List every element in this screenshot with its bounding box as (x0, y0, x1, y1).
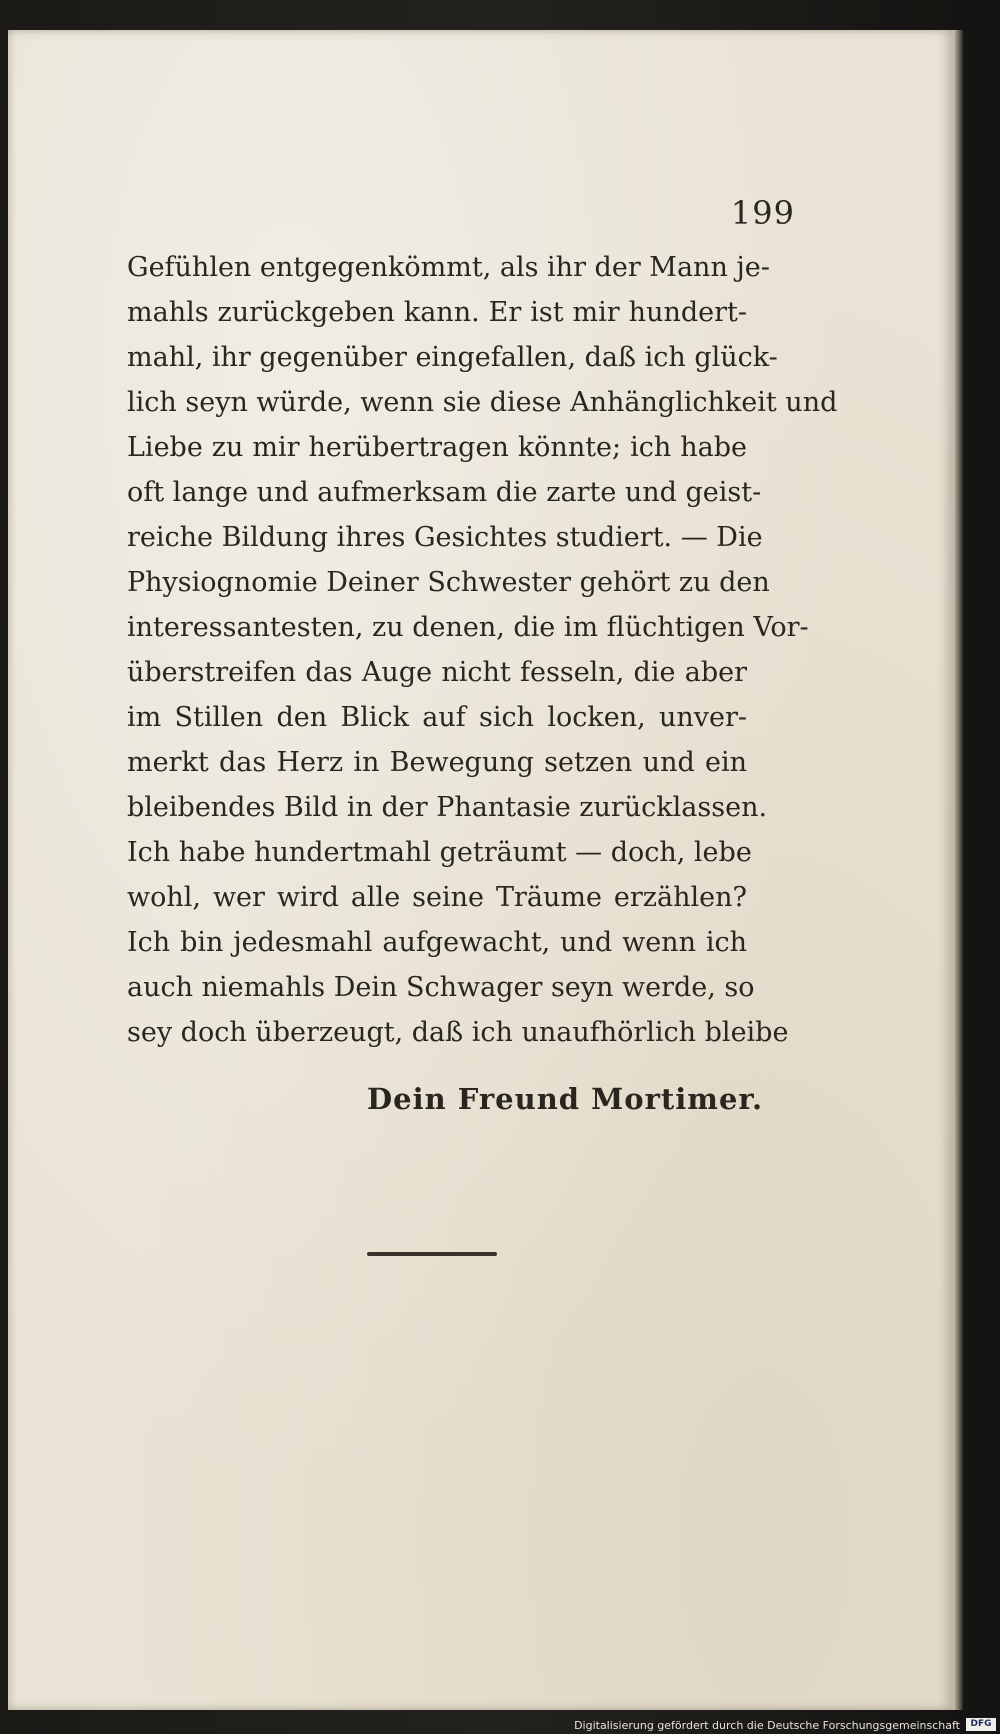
text-line: sey doch überzeugt, daß ich unaufhörlich bleibe (127, 1017, 789, 1048)
text-line: bleibendes Bild in der Phantasie zurücklassen. (127, 792, 768, 823)
body-text (127, 245, 838, 1055)
text-line: oft lange und aufmerksam die zarte und geist- (127, 477, 762, 508)
signature: Dein Freund Mortimer. (367, 1082, 764, 1116)
digitization-credit: Digitalisierung gefördert durch die Deutsche Forschungsgemeinschaft (574, 1719, 960, 1732)
text-line: überstreifen das Auge nicht fesseln, die aber (127, 657, 747, 688)
text-line: mahls zurückgeben kann. Er ist mir hundert- (127, 297, 747, 328)
text-line: auch niemahls Dein Schwager seyn werde, so (127, 972, 755, 1003)
text-line: interessantesten, zu denen, die im flüchtigen Vor- (127, 612, 809, 643)
text-line: Ich habe hundertmahl geträumt — doch, lebe (127, 837, 752, 868)
text-line: Physiognomie Deiner Schwester gehört zu den (127, 567, 770, 598)
text-line: merkt das Herz in Bewegung setzen und ein (127, 747, 747, 778)
text-line: wohl, wer wird alle seine Träume erzählen? (127, 882, 747, 913)
text-line: Gefühlen entgegenkömmt, als ihr der Mann je- (127, 252, 770, 283)
text-line: Ich bin jedesmahl aufgewacht, und wenn ich (127, 927, 747, 958)
text-line: Liebe zu mir herübertragen könnte; ich habe (127, 432, 747, 463)
page-number: 199 (730, 194, 795, 232)
text-line: lich seyn würde, wenn sie diese Anhänglichkeit und (127, 387, 838, 418)
text-line: reiche Bildung ihres Gesichtes studiert. — Die (127, 522, 763, 553)
page-edge (953, 30, 963, 1710)
text-line: im Stillen den Blick auf sich locken, unver- (127, 702, 747, 733)
text-line: mahl, ihr gegenüber eingefallen, daß ich glück- (127, 342, 778, 373)
dfg-logo: DFG (966, 1718, 996, 1731)
closing-rule (367, 1252, 497, 1256)
